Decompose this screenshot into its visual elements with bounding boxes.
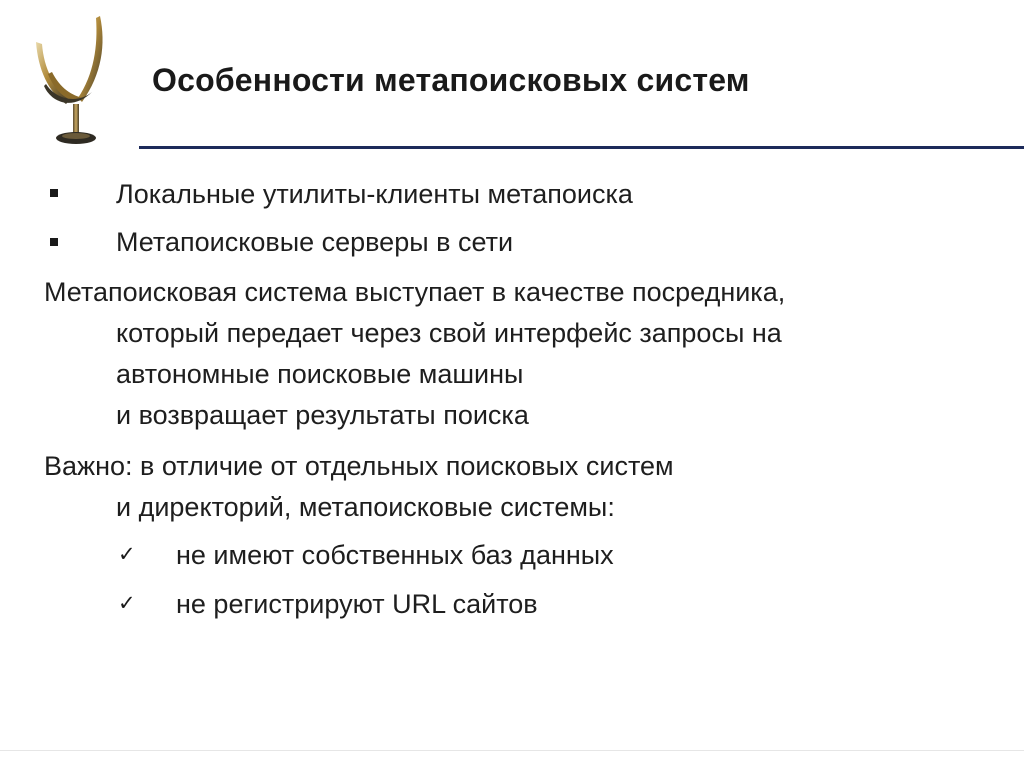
- bullet-item: Локальные утилиты-клиенты метапоиска: [116, 179, 633, 209]
- square-bullet-icon: [50, 238, 58, 246]
- paragraph-line: автономные поисковые машины: [116, 359, 524, 389]
- paragraph-line: и возвращает результаты поиска: [116, 400, 529, 430]
- check-item: не имеют собственных баз данных: [176, 540, 614, 570]
- checkmark-icon: ✓: [118, 591, 136, 615]
- glass-sculpture-logo-icon: [26, 14, 126, 152]
- bullet-item: Метапоисковые серверы в сети: [116, 227, 514, 257]
- check-item: не регистрируют URL сайтов: [176, 589, 538, 619]
- paragraph-line: и директорий, метапоисковые системы:: [116, 492, 615, 522]
- title-underline: [139, 146, 1024, 149]
- footer-divider: [0, 750, 1024, 751]
- square-bullet-icon: [50, 189, 58, 197]
- paragraph-line: Важно: в отличие от отдельных поисковых систем: [44, 451, 674, 481]
- checkmark-icon: ✓: [118, 542, 136, 566]
- paragraph-line: который передает через свой интерфейс запросы на: [116, 318, 782, 348]
- paragraph-line: Метапоисковая система выступает в качестве посредника,: [44, 277, 786, 307]
- slide-title: Особенности метапоисковых систем: [152, 62, 750, 98]
